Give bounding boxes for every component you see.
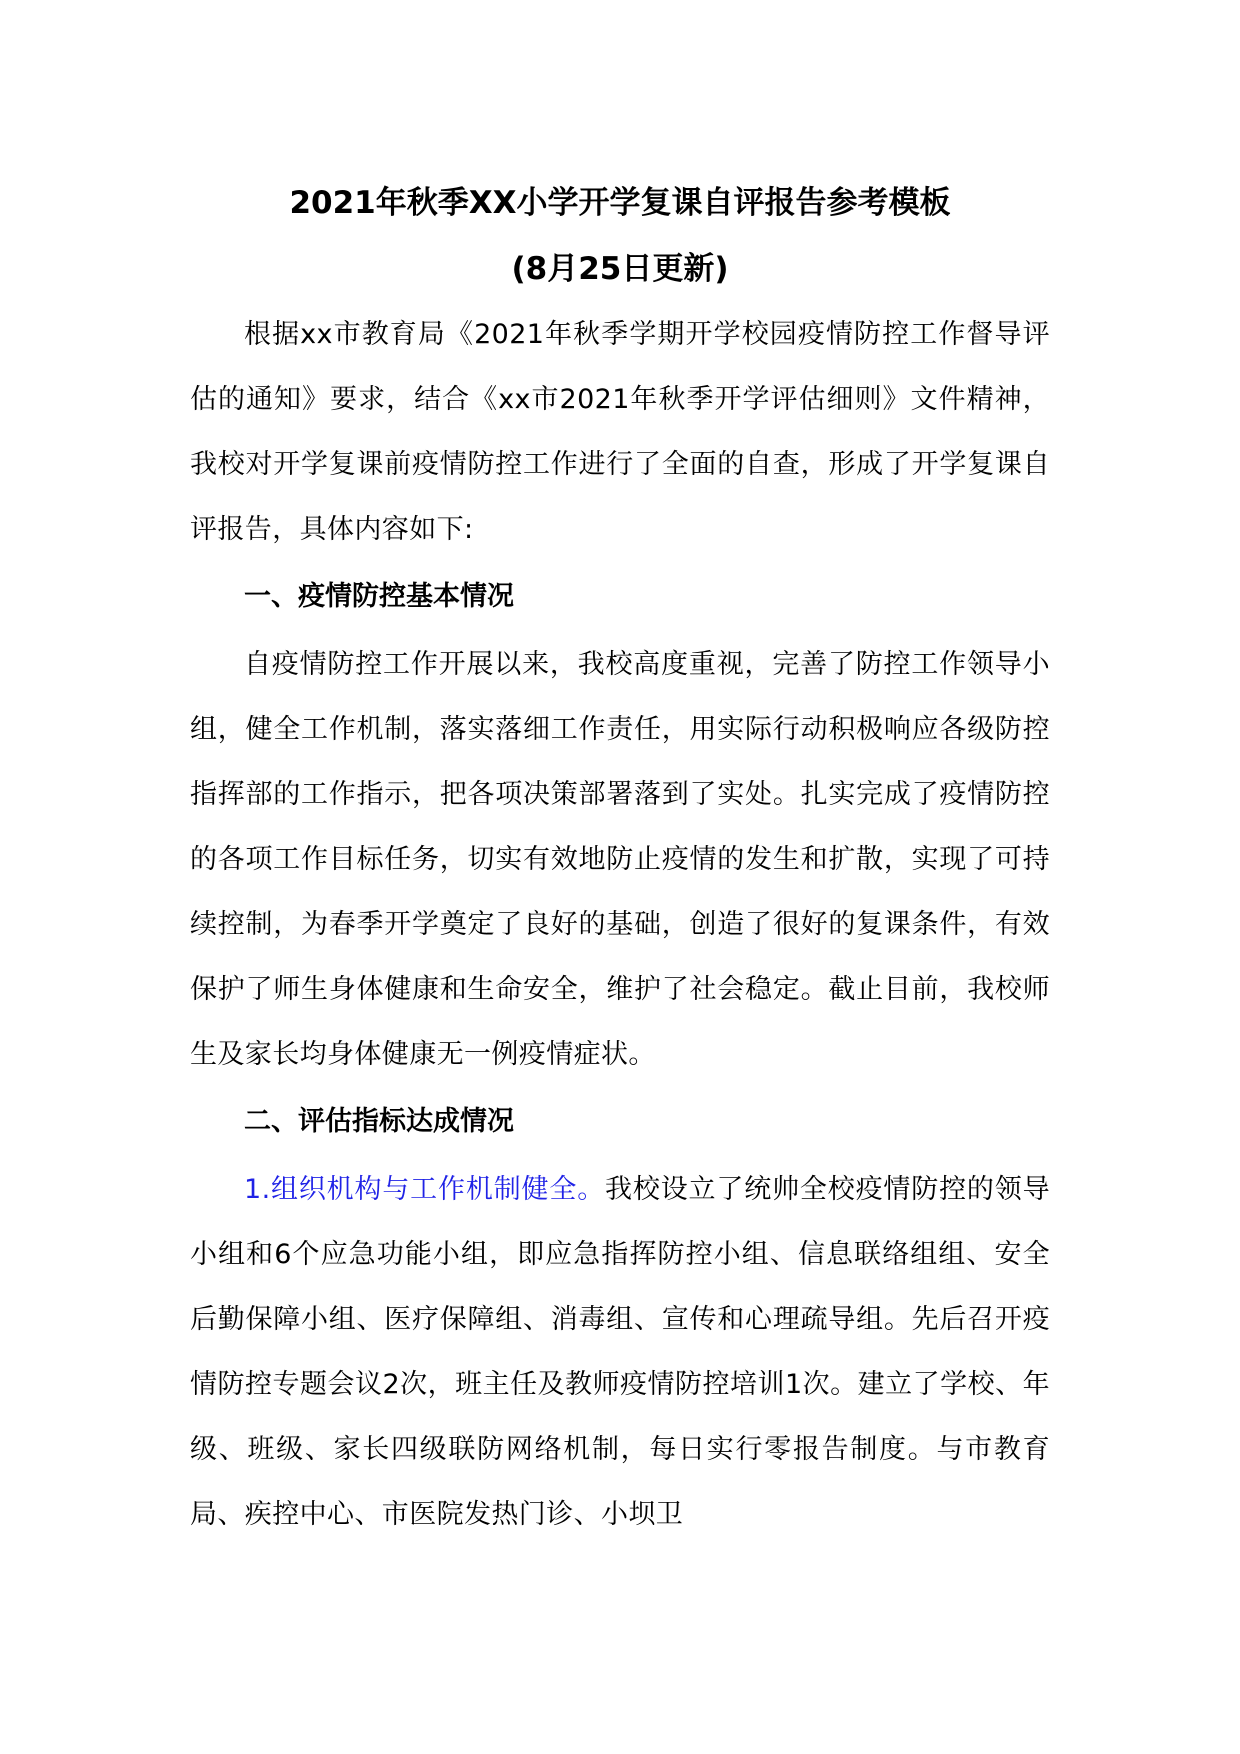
intro-paragraph: 根据xx市教育局《2021年秋季学期开学校园疫情防控工作督导评估的通知》要求，结合《xx市2021年秋季开学评估细则》文件精神，我校对开学复课前疫情防控工作进行了全面的自查，形成了开学复课自评报告，具体内容如下: [190,319,1050,545]
section-1-paragraph: 自疫情防控工作开展以来，我校高度重视，完善了防控工作领导小组，健全工作机制，落实落细工作责任，用实际行动积极响应各级防控指挥部的工作指示，把各项决策部署落到了实处。扎实完成了疫情防控的各项工作目标任务，切实有效地防止疫情的发生和扩散，实现了可持续控制，为春季开学奠定了良好的基础，创造了很好的复课条件，有效保护了师生身体健康和生命安全，维护了社会稳定。截止目前，我校师生及家长均身体健康无一例疫情症状。 [190,649,1050,1070]
section-2-heading: 二、评估指标达成情况 [244,1106,514,1137]
document-subtitle: (8月25日更新) [511,251,729,287]
item-1-text: 我校设立了统帅全校疫情防控的领导小组和6个应急功能小组，即应急指挥防控小组、信息联络组组、安全后勤保障小组、医疗保障组、消毒组、宣传和心理疏导组。先后召开疫情防控专题会议2次，班主任及教师疫情防控培训1次。建立了学校、年级、班级、家长四级联防网络机制，每日实行零报告制度。与市教育局、疾控中心、市医院发热门诊、小坝卫 [190,1174,1050,1530]
section-1-heading: 一、疫情防控基本情况 [244,581,514,612]
section-2-paragraph [190,1157,1050,1547]
document-page [190,170,1050,1547]
item-1-lead-link[interactable]: 1.组织机构与工作机制健全。 [244,1174,606,1205]
document-title: 2021年秋季XX小学开学复课自评报告参考模板 [289,185,951,221]
